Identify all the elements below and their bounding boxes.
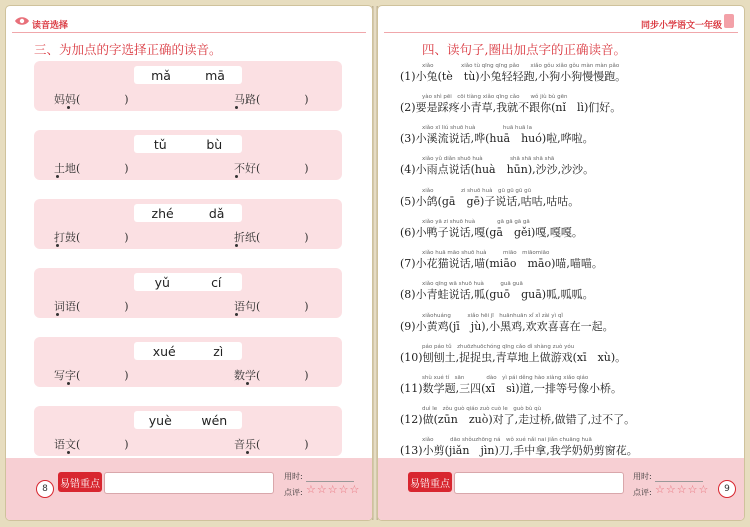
page-number: 8 bbox=[36, 480, 54, 498]
emphasis-dot bbox=[235, 313, 238, 316]
exercise-card bbox=[34, 337, 342, 387]
word-answer-b[interactable]: 语句( ) bbox=[234, 300, 309, 313]
sentence[interactable]: (2)要是踩疼小青草,我就不跟你(nǐ lì)们好。 bbox=[400, 101, 622, 114]
word-answer-a[interactable]: 土地( ) bbox=[54, 162, 129, 175]
emphasis-dot bbox=[246, 451, 249, 454]
sentence[interactable]: (4)小雨点说话(huà hūn),沙沙,沙沙。 bbox=[400, 163, 595, 176]
section-title: 三、为加点的字选择正确的读音。 bbox=[34, 42, 222, 57]
sentence[interactable]: (7)小花猫说话,喵(miāo māo)喵,喵喵。 bbox=[400, 257, 603, 270]
pinyin-annotation: yào shì pēi cōi tiàng xiǎo qīng cǎo wǒ jiù bù gēn bbox=[422, 94, 568, 100]
pinyin-option[interactable]: zhé bbox=[151, 205, 174, 221]
word-answer-a[interactable]: 写字( ) bbox=[54, 369, 129, 382]
pinyin-option[interactable]: mǎ bbox=[151, 67, 171, 83]
pinyin-annotation: shù xué tí sān dào yì pái děng hào xiàng xiǎo qiáo bbox=[422, 375, 589, 381]
exercise-card bbox=[34, 61, 342, 111]
rating-stars[interactable]: ☆☆☆☆☆ bbox=[306, 483, 361, 496]
pinyin-annotation: xiǎo qīng wā shuō huà guā guā bbox=[422, 281, 523, 287]
sentence[interactable]: (8)小青蛙说话,呱(guō guā)呱,呱呱。 bbox=[400, 288, 594, 301]
score-label: 点评: bbox=[633, 488, 652, 497]
sentence[interactable]: (6)小鸭子说话,嘎(gā gěi)嘎,嘎嘎。 bbox=[400, 226, 583, 239]
pinyin-annotation: páo páo tǔ zhuōzhuōchóng qīng cǎo dì shàng zuò yóu bbox=[422, 344, 575, 350]
pinyin-annotation: xiǎo yǔ diǎn shuō huà shā shā shā shā bbox=[422, 156, 555, 162]
pinyin-annotation: duì le zǒu guò qiáo zuò cuò le guò bù qù bbox=[422, 406, 542, 412]
exercise-card bbox=[34, 199, 342, 249]
pinyin-option[interactable]: mā bbox=[205, 67, 225, 83]
notes-box[interactable] bbox=[104, 472, 274, 494]
word-answer-b[interactable]: 音乐( ) bbox=[234, 438, 309, 451]
emphasis-dot bbox=[246, 382, 249, 385]
pinyin-option[interactable]: yǔ bbox=[154, 274, 170, 290]
word-answer-b[interactable]: 折纸( ) bbox=[234, 231, 309, 244]
sentence[interactable]: (11)数学题,三四(xī sì)道,一排等号像小桥。 bbox=[400, 382, 623, 395]
section-title: 四、读句子,圈出加点字的正确读音。 bbox=[422, 42, 626, 57]
time-field[interactable] bbox=[306, 481, 354, 482]
time-label: 用时: bbox=[284, 472, 303, 481]
emphasis-dot bbox=[235, 244, 238, 247]
pinyin-annotation: xiǎo yā zi shuō huà gā gā gā gā bbox=[422, 219, 530, 225]
sentence[interactable]: (10)刨刨土,捉捉虫,青草地上做游戏(xī xù)。 bbox=[400, 351, 627, 364]
book-corner-icon bbox=[724, 14, 734, 28]
emphasis-dot bbox=[56, 244, 59, 247]
emphasis-dot bbox=[67, 451, 70, 454]
sentence[interactable]: (9)小黄鸡(jī jù),小黑鸡,欢欢喜喜在一起。 bbox=[400, 320, 614, 333]
sentence[interactable]: (13)小剪(jiǎn jìn)刀,手中拿,我学奶奶剪窗花。 bbox=[400, 444, 638, 457]
header-divider bbox=[12, 32, 366, 33]
rating-stars[interactable]: ☆☆☆☆☆ bbox=[655, 483, 710, 496]
error-key-tag: 易错重点 bbox=[58, 472, 102, 492]
time-field[interactable] bbox=[655, 481, 703, 482]
pinyin-option[interactable]: bù bbox=[206, 136, 223, 152]
pinyin-options bbox=[134, 273, 242, 291]
pinyin-option[interactable]: cí bbox=[211, 274, 222, 290]
exercise-card bbox=[34, 268, 342, 318]
emphasis-dot bbox=[235, 106, 238, 109]
word-answer-a[interactable]: 词语( ) bbox=[54, 300, 129, 313]
pinyin-option[interactable]: xué bbox=[152, 343, 176, 359]
exercise-card bbox=[34, 406, 342, 456]
pinyin-option[interactable]: zì bbox=[213, 343, 224, 359]
pinyin-annotation: xiǎo xī liú shuō huà huā huā la bbox=[422, 125, 532, 131]
word-answer-b[interactable]: 马路( ) bbox=[234, 93, 309, 106]
sentence[interactable]: (3)小溪流说话,哗(huā huó)啦,哗啦。 bbox=[400, 132, 594, 145]
pinyin-annotation: xiǎo xiǎo tù qīng qīng pǎo xiǎo gǒu xiǎo gǒu màn màn pǎo bbox=[422, 63, 620, 69]
word-answer-b[interactable]: 数学( ) bbox=[234, 369, 309, 382]
book-logo-icon bbox=[14, 14, 30, 28]
emphasis-dot bbox=[67, 382, 70, 385]
time-label: 用时: bbox=[633, 472, 652, 481]
right-page bbox=[378, 6, 744, 520]
word-answer-b[interactable]: 不好( ) bbox=[234, 162, 309, 175]
sentence[interactable]: (1)小兔(tè tù)小兔轻轻跑,小狗小狗慢慢跑。 bbox=[400, 70, 627, 83]
word-answer-a[interactable]: 妈妈( ) bbox=[54, 93, 129, 106]
word-answer-a[interactable]: 语文( ) bbox=[54, 438, 129, 451]
notes-box[interactable] bbox=[454, 472, 624, 494]
header-divider bbox=[384, 32, 738, 33]
word-answer-a[interactable]: 打鼓( ) bbox=[54, 231, 129, 244]
right-page-header: 同步小学语文一年级 bbox=[640, 21, 722, 31]
page-number: 9 bbox=[718, 480, 736, 498]
exercise-card bbox=[34, 130, 342, 180]
pinyin-annotation: xiǎo huā māo shuō huà miāo miāomiāo bbox=[422, 250, 550, 256]
pinyin-option[interactable]: yuè bbox=[148, 412, 172, 428]
emphasis-dot bbox=[56, 175, 59, 178]
pinyin-option[interactable]: tǔ bbox=[153, 136, 167, 152]
emphasis-dot bbox=[67, 106, 70, 109]
pinyin-option[interactable]: wén bbox=[201, 412, 228, 428]
sentence[interactable]: (12)做(zūn zuò)对了,走过桥,做错了,过不了。 bbox=[400, 413, 636, 426]
sentence[interactable]: (5)小鸽(gā gē)子说话,咕咕,咕咕。 bbox=[400, 195, 580, 208]
pinyin-annotation: xiǎo dāo shǒuzhōng ná wǒ xué nǎi nai jiǎn chuāng huā bbox=[422, 437, 592, 443]
error-key-tag: 易错重点 bbox=[408, 472, 452, 492]
score-label: 点评: bbox=[284, 488, 303, 497]
emphasis-dot bbox=[56, 313, 59, 316]
pinyin-options bbox=[134, 342, 242, 360]
pinyin-options bbox=[134, 411, 242, 429]
pinyin-option[interactable]: dǎ bbox=[208, 205, 225, 221]
pinyin-annotation: xiǎo zi shuō huà gū gū gū gū bbox=[422, 188, 532, 194]
pinyin-options bbox=[134, 204, 242, 222]
emphasis-dot bbox=[235, 175, 238, 178]
pinyin-options bbox=[134, 135, 242, 153]
pinyin-annotation: xiǎohuáng xiǎo hēi jī huānhuān xǐ xǐ zài yì qǐ bbox=[422, 313, 563, 319]
left-page-header: 读音选择 bbox=[32, 21, 69, 31]
left-page bbox=[6, 6, 372, 520]
pinyin-options bbox=[134, 66, 242, 84]
